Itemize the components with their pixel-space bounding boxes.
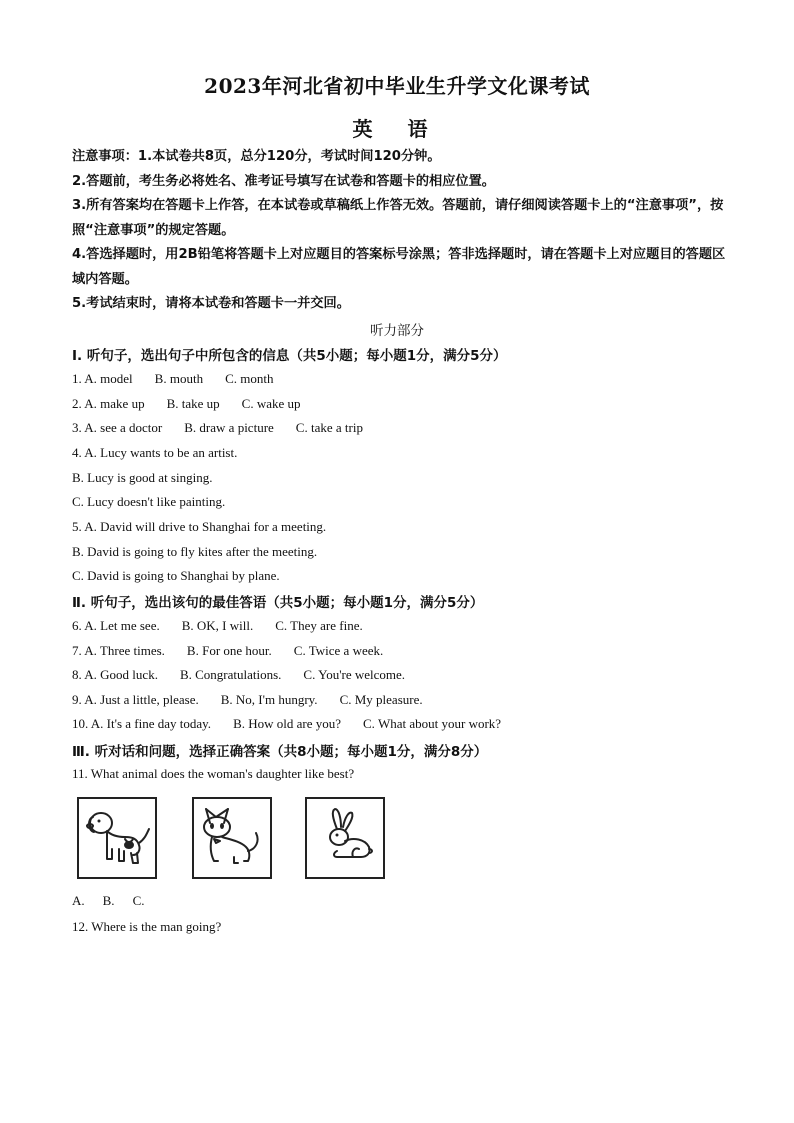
q3-option-b: B. draw a picture [184, 420, 274, 435]
exam-notes [72, 145, 732, 317]
q10-option-c: C. What about your work? [363, 716, 502, 731]
question-10 [72, 716, 523, 732]
q9-option-c: C. My pleasure. [339, 692, 423, 707]
q5-option-a: 5. A. David will drive to Shanghai for a meeting. [72, 519, 327, 534]
q11-picture-a [77, 797, 157, 879]
question-7 [72, 643, 405, 659]
q2-option-b: B. take up [166, 396, 220, 411]
q1-option-a: 1. A. model [72, 371, 133, 386]
q3-option-c: C. take a trip [295, 420, 363, 435]
question-9 [72, 692, 445, 708]
q8-option-b: B. Congratulations. [179, 667, 282, 682]
q4-option-c: C. Lucy doesn't like painting. [72, 494, 226, 509]
q6-option-b: B. OK, I will. [181, 618, 254, 633]
q4-option-b: B. Lucy is good at singing. [72, 470, 213, 485]
note-5: 5.考试结束时，请将本试卷和答题卡一并交回。 [72, 296, 350, 311]
note-2: 2.答题前，考生务必将姓名、准考证号填写在试卷和答题卡的相应位置。 [72, 173, 495, 189]
note-3: 3.所有答案均在答题卡上作答，在本试卷或草稿纸上作答无效。答题前，请仔细阅读答题卡上的“注意事项”，按照“注意事项”的规定答题。 [72, 198, 724, 238]
q6-option-a: 6. A. Let me see. [72, 618, 160, 633]
q7-option-b: B. For one hour. [186, 643, 272, 658]
q3-option-a: 3. A. see a doctor [72, 420, 163, 435]
q11-option-c: C. [132, 893, 145, 908]
section-3-title: Ⅲ. 听对话和问题，选择正确答案（共8小题；每小题1分，满分8分） [72, 744, 488, 760]
q11-picture-b [192, 797, 272, 879]
listening-part-heading: 听力部分 [370, 323, 424, 339]
section-1-title: Ⅰ. 听句子，选出句子中所包含的信息（共5小题；每小题1分，满分5分） [72, 348, 507, 364]
q5-option-b: B. David is going to fly kites after the meeting. [72, 544, 318, 559]
section-2-title: Ⅱ. 听句子，选出该句的最佳答语（共5小题；每小题1分，满分5分） [72, 595, 484, 611]
q1-option-b: B. mouth [154, 371, 204, 386]
q10-option-a: 10. A. It's a fine day today. [72, 716, 212, 731]
q9-option-a: 9. A. Just a little, please. [72, 692, 199, 707]
q8-option-a: 8. A. Good luck. [72, 667, 158, 682]
q11-option-a: A. [72, 893, 85, 908]
question-1 [72, 371, 295, 387]
q2-option-c: C. wake up [241, 396, 301, 411]
q5-option-c: C. David is going to Shanghai by plane. [72, 568, 280, 583]
dog-icon [79, 799, 155, 877]
q4-option-a: 4. A. Lucy wants to be an artist. [72, 445, 238, 460]
q9-option-b: B. No, I'm hungry. [220, 692, 318, 707]
note-4: 4.答选择题时，用2B铅笔将答题卡上对应题目的答案标号涂黑；答非选择题时，请在答题卡上对应题目的答题区域内答题。 [72, 247, 726, 287]
q11-option-b: B. [102, 893, 115, 908]
exam-title: 2023年河北省初中毕业生升学文化课考试 [204, 74, 590, 98]
cat-icon [194, 799, 270, 877]
subject-title: 英 语 [352, 117, 442, 141]
q10-option-b: B. How old are you? [233, 716, 342, 731]
q7-option-a: 7. A. Three times. [72, 643, 165, 658]
rabbit-icon [307, 799, 383, 877]
q2-option-a: 2. A. make up [72, 396, 145, 411]
q6-option-c: C. They are fine. [275, 618, 363, 633]
question-3 [72, 420, 385, 436]
question-2 [72, 396, 323, 412]
question-11: 11. What animal does the woman's daughter like best? [72, 766, 355, 781]
q7-option-c: C. Twice a week. [293, 643, 384, 658]
note-1: 注意事项：1.本试卷共8页，总分120分，考试时间120分钟。 [72, 149, 441, 164]
q11-picture-c [305, 797, 385, 879]
q11-options [72, 893, 166, 909]
q8-option-c: C. You're welcome. [303, 667, 406, 682]
question-8 [72, 667, 427, 683]
question-12: 12. Where is the man going? [72, 919, 222, 934]
q1-option-c: C. month [225, 371, 274, 386]
question-6 [72, 618, 385, 634]
